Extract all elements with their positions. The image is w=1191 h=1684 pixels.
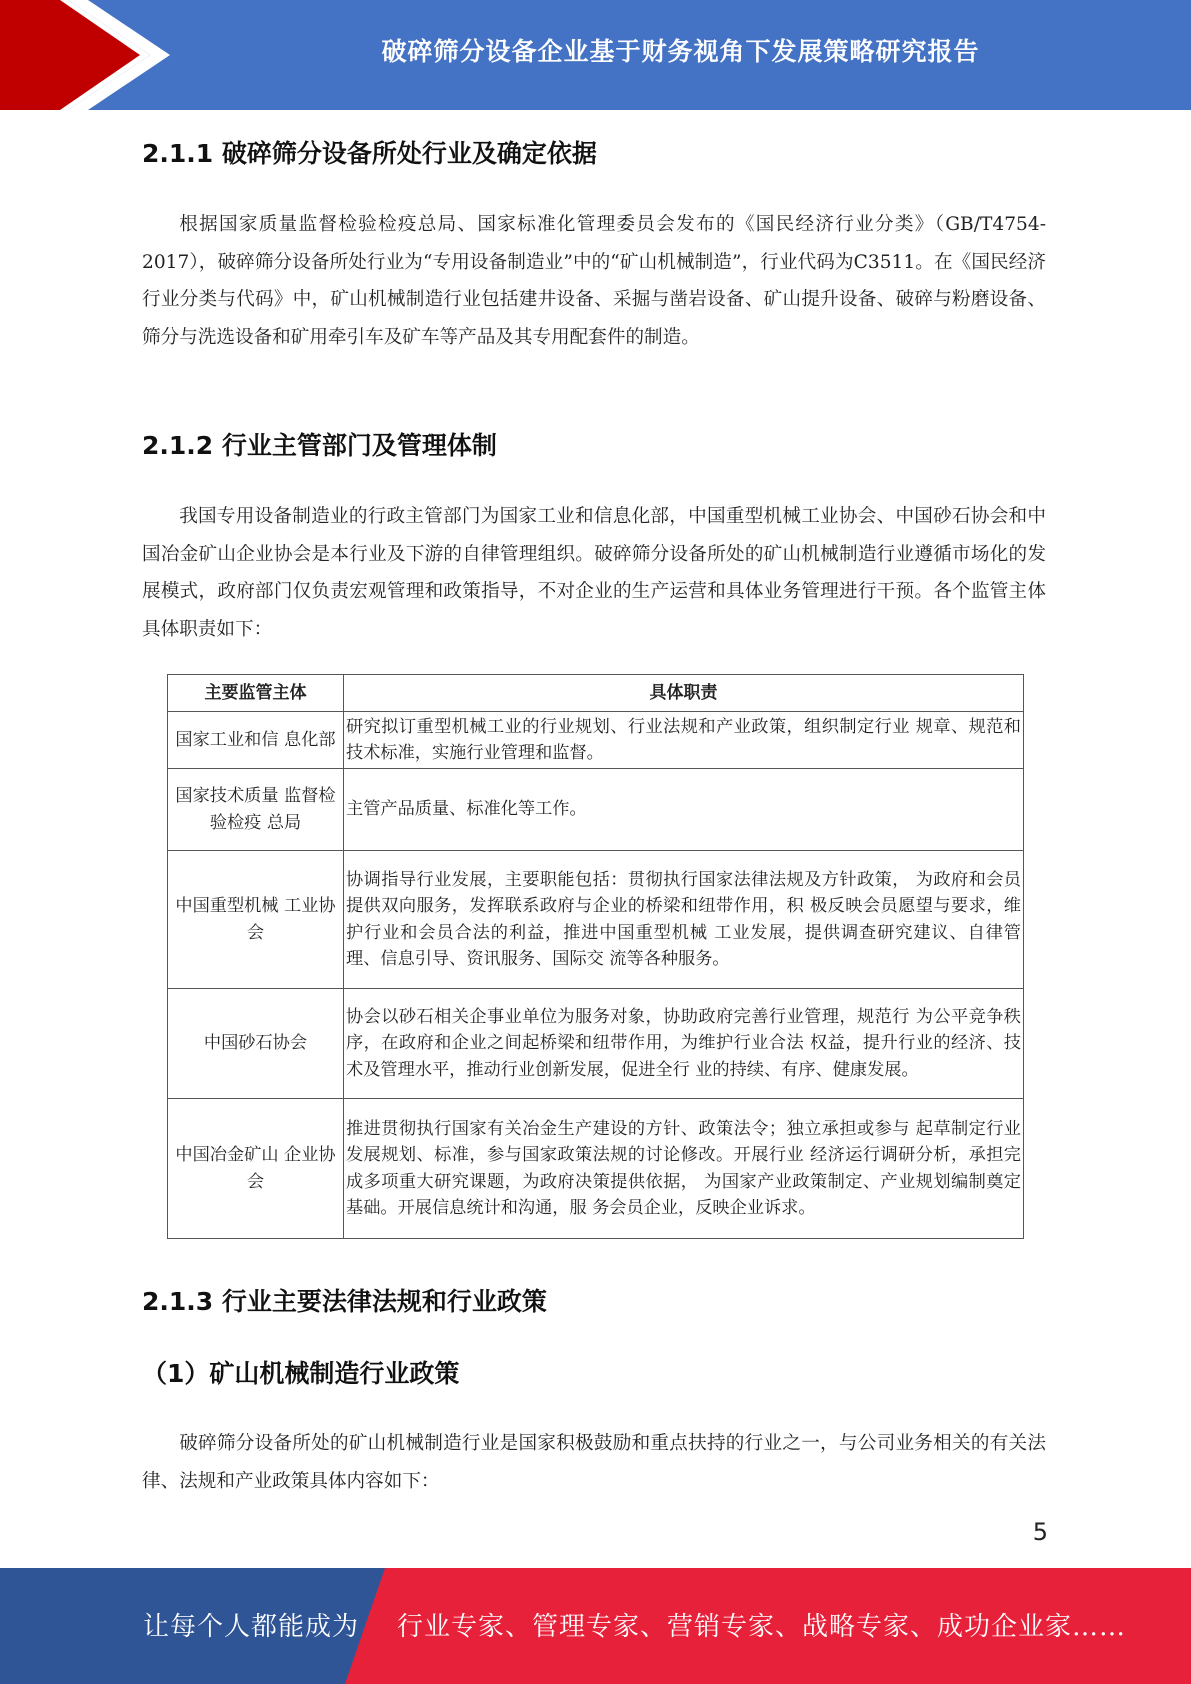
table-cell-duty: 协会以砂石相关企事业单位为服务对象，协助政府完善行业管理，规范行 为公平竞争秩序，在政府和企业之间起桥梁和纽带作用，为维护行业合法 权益，提升行业的经济、技术及管理水平，推动行业创新发展，促进全行 业的持续、有序、健康发展。 bbox=[344, 989, 1024, 1099]
subsection-heading: （1）矿山机械制造行业政策 bbox=[142, 1359, 460, 1388]
table-header-duty: 具体职责 bbox=[344, 675, 1024, 712]
table-cell-duty: 主管产品质量、标准化等工作。 bbox=[344, 769, 1024, 851]
page-footer bbox=[0, 1568, 1191, 1684]
table-cell-body: 国家工业和信 息化部 bbox=[168, 712, 344, 769]
table-cell-duty: 研究拟订重型机械工业的行业规划、行业法规和产业政策，组织制定行业 规章、规范和技术标准，实施行业管理和监督。 bbox=[344, 712, 1024, 769]
table-cell-body: 国家技术质量 监督检验检疫 总局 bbox=[168, 769, 344, 851]
table-row bbox=[168, 851, 1024, 989]
table-cell-duty: 协调指导行业发展，主要职能包括：贯彻执行国家法律法规及方针政策， 为政府和会员提供双向服务，发挥联系政府与企业的桥梁和纽带作用，积 极反映会员愿望与要求，维护行业和会员合法的利益，推进中国重型机械 工业发展，提供调查研究建议、自律管理、信息引导、资讯服务、国际交 流等各种服务。 bbox=[344, 851, 1024, 989]
section-paragraph-2-1-1: 根据国家质量监督检验检疫总局、国家标准化管理委员会发布的《国民经济行业分类》（GB/T4754-2017），破碎筛分设备所处行业为“专用设备制造业”中的“矿山机械制造”，行业代码为C3511。在《国民经济行业分类与代码》中，矿山机械制造行业包括建井设备、采掘与凿岩设备、矿山提升设备、破碎与粉磨设备、筛分与洗选设备和矿用牵引车及矿车等产品及其专用配套件的制造。 bbox=[142, 214, 1046, 348]
table-row bbox=[168, 1099, 1024, 1239]
table-header-row bbox=[168, 675, 1024, 712]
section-heading-2-1-1: 2.1.1 破碎筛分设备所处行业及确定依据 bbox=[142, 139, 597, 168]
footer-slogan-right: 行业专家、管理专家、营销专家、战略专家、成功企业家…… bbox=[397, 1612, 1127, 1642]
section-paragraph-2-1-3: 破碎筛分设备所处的矿山机械制造行业是国家积极鼓励和重点扶持的行业之一，与公司业务相关的有关法律、法规和产业政策具体内容如下： bbox=[142, 1433, 1046, 1492]
page-number: 5 bbox=[1032, 1518, 1048, 1546]
table-header-body: 主要监管主体 bbox=[168, 675, 344, 712]
section-heading-2-1-3: 2.1.3 行业主要法律法规和行业政策 bbox=[142, 1287, 547, 1316]
section-heading-2-1-2: 2.1.2 行业主管部门及管理体制 bbox=[142, 431, 497, 460]
footer-slogan-left: 让每个人都能成为 bbox=[143, 1612, 360, 1642]
table-cell-body: 中国砂石协会 bbox=[168, 989, 344, 1099]
page-header bbox=[0, 0, 1191, 110]
table-cell-duty: 推进贯彻执行国家有关冶金生产建设的方针、政策法令；独立承担或参与 起草制定行业发展规划、标准，参与国家政策法规的讨论修改。开展行业 经济运行调研分析，承担完成多项重大研究课题，为政府决策提供依据， 为国家产业政策制定、产业规划编制奠定基础。开展信息统计和沟通，服 务会员企业，反映企业诉求。 bbox=[344, 1099, 1024, 1239]
table-cell-body: 中国重型机械 工业协会 bbox=[168, 851, 344, 989]
table-row bbox=[168, 769, 1024, 851]
table-row bbox=[168, 989, 1024, 1099]
header-chevron bbox=[0, 0, 260, 110]
section-paragraph-2-1-2: 我国专用设备制造业的行政主管部门为国家工业和信息化部，中国重型机械工业协会、中国砂石协会和中国冶金矿山企业协会是本行业及下游的自律管理组织。破碎筛分设备所处的矿山机械制造行业遵循市场化的发展模式，政府部门仅负责宏观管理和政策指导，不对企业的生产运营和具体业务管理进行干预。各个监管主体具体职责如下： bbox=[142, 506, 1046, 640]
supervision-duties-table bbox=[167, 674, 1024, 1239]
table-cell-body: 中国冶金矿山 企业协会 bbox=[168, 1099, 344, 1239]
report-title: 破碎筛分设备企业基于财务视角下发展策略研究报告 bbox=[381, 37, 980, 66]
table-row bbox=[168, 712, 1024, 769]
